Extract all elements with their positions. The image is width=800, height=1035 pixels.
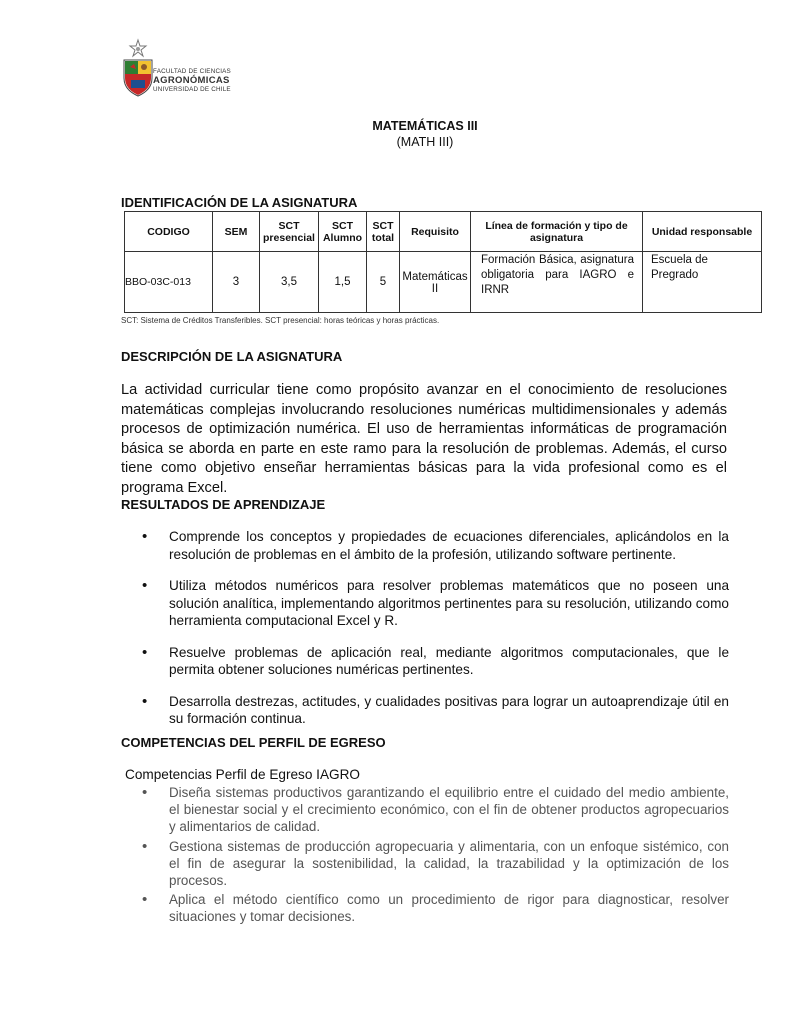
list-item: • Resuelve problemas de aplicación real, mediante algoritmos computacionales, que le permita obtener soluciones numéricas pertinentes. (121, 644, 729, 679)
section-heading-resultados: RESULTADOS DE APRENDIZAJE (121, 497, 326, 512)
section-heading-identificacion: IDENTIFICACIÓN DE LA ASIGNATURA (121, 195, 358, 210)
cell-linea: Formación Básica, asignatura obligatoria para IAGRO e IRNR (471, 252, 643, 313)
cell-requisito: Matemáticas II (400, 252, 471, 313)
col-header-linea: Línea de formación y tipo de asignatura (471, 212, 643, 252)
cell-sct-total: 5 (367, 252, 400, 313)
competencias-subheading: Competencias Perfil de Egreso IAGRO (125, 767, 360, 782)
competencies-list (121, 784, 729, 928)
logo-line-faculty: FACULTAD DE CIENCIAS (153, 68, 231, 75)
logo-text (153, 68, 231, 93)
learning-outcomes-list (121, 528, 729, 742)
cell-unidad: Escuela de Pregrado (643, 252, 762, 313)
table-header-row (125, 212, 762, 252)
cell-sct-alumno: 1,5 (319, 252, 367, 313)
logo-line-university: UNIVERSIDAD DE CHILE (153, 85, 231, 93)
col-header-sct-total: SCT total (367, 212, 400, 252)
section-heading-competencias: COMPETENCIAS DEL PERFIL DE EGRESO (121, 735, 386, 750)
list-item: • Comprende los conceptos y propiedades de ecuaciones diferenciales, aplicándolos en la resolución de problemas en el ámbito de la profesión, utilizando software pertinente. (121, 528, 729, 563)
logo-line-agronomicas: AGRONÓMICAS (153, 74, 230, 86)
list-item: • Diseña sistemas productivos garantizando el equilibrio entre el cuidado del medio ambiente, el bienestar social y el crecimiento económico, con el fin de obtener productos agropecuarios y alimentarios de calidad. (121, 784, 729, 836)
page-subtitle: (MATH III) (396, 135, 454, 149)
cell-codigo: BBO-03C-013 (125, 252, 213, 313)
col-header-sct-presencial: SCT presencial (260, 212, 319, 252)
cell-sct-presencial: 3,5 (260, 252, 319, 313)
description-paragraph: La actividad curricular tiene como propósito avanzar en el conocimiento de resoluciones matemáticas complejas involucrando resoluciones numéricas multidimensionales y además procesos de optimización numérica. El uso de herramientas informáticas de programación básica se aborda en parte en este ramo para la resolución de problemas. Además, el curso tiene como objetivo enseñar herramientas básicas para la vida profesional como es el programa Excel. (121, 382, 727, 496)
col-header-unidad: Unidad responsable (643, 212, 762, 252)
list-item: • Utiliza métodos numéricos para resolver problemas matemáticos que no poseen una solución analítica, implementando algoritmos pertinentes para su resolución, utilizando como herramienta computacional Excel y R. (121, 577, 729, 630)
course-identification-table (124, 211, 762, 313)
col-header-sct-alumno: SCT Alumno (319, 212, 367, 252)
table-row (125, 252, 762, 313)
cell-sem: 3 (213, 252, 260, 313)
section-heading-descripcion: DESCRIPCIÓN DE LA ASIGNATURA (121, 349, 343, 364)
page-title: MATEMÁTICAS III (372, 119, 478, 133)
col-header-requisito: Requisito (400, 212, 471, 252)
list-item: • Desarrolla destrezas, actitudes, y cualidades positivas para lograr un autoaprendizaje útil en su formación continua. (121, 693, 729, 728)
table-footnote: SCT: Sistema de Créditos Transferibles. SCT presencial: horas teóricas y horas prácticas. (121, 316, 440, 325)
university-crest-icon (120, 38, 156, 100)
list-item: • Gestiona sistemas de producción agropecuaria y alimentaria, con un enfoque sistémico, con el fin de asegurar la sostenibilidad, la calidad, la trazabilidad y la optimización de los procesos. (121, 838, 729, 890)
col-header-codigo: CODIGO (125, 212, 213, 252)
list-item: • Aplica el método científico como un procedimiento de rigor para diagnosticar, resolver situaciones y tomar decisiones. (121, 891, 729, 925)
col-header-sem: SEM (213, 212, 260, 252)
